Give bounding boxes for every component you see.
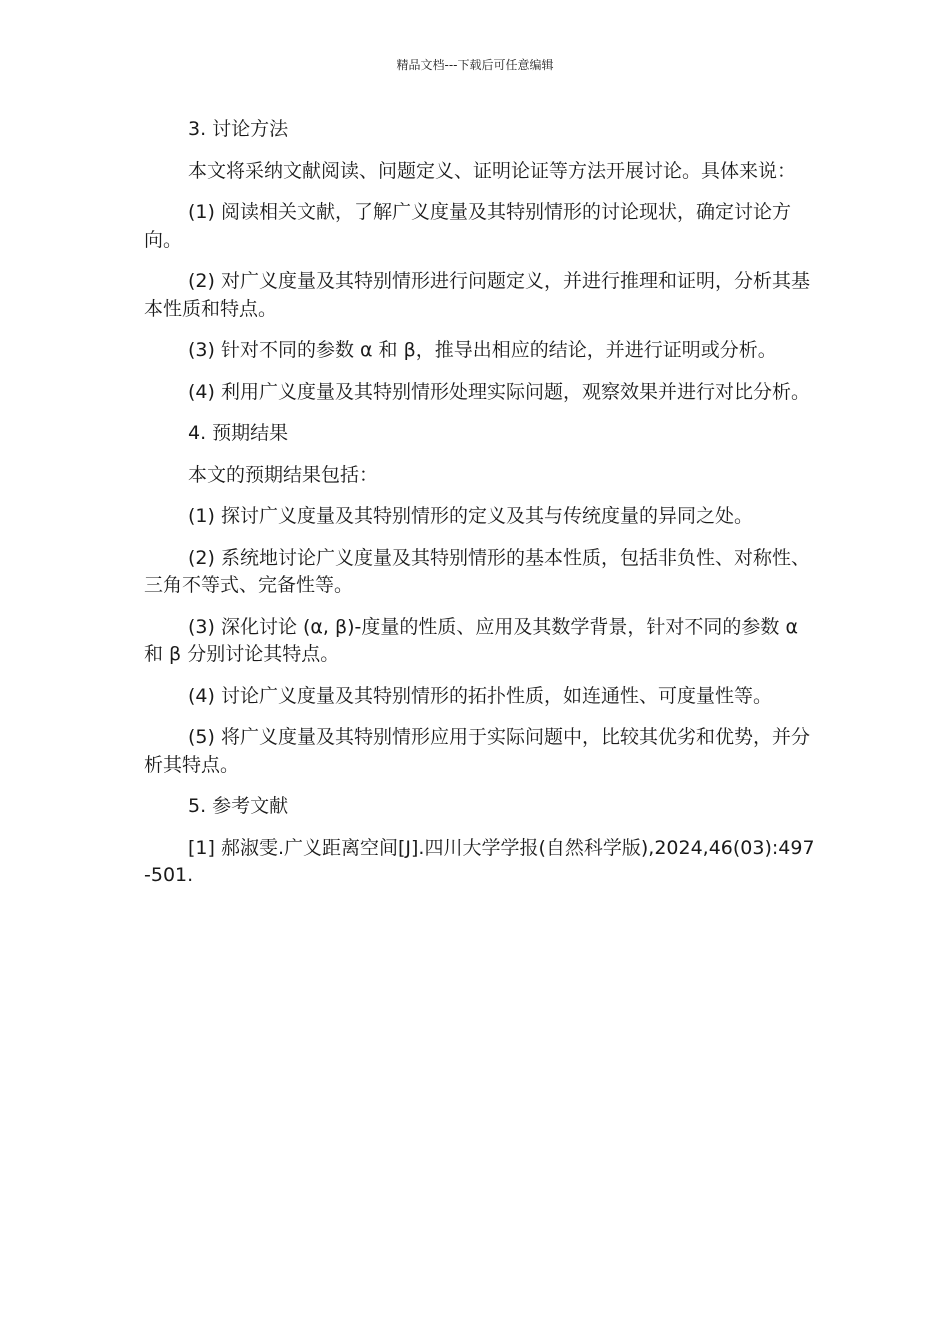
reference-item: [1] 郝淑雯.广义距离空间[J].四川大学学报(自然科学版),2024,46(03):497-501. <box>144 836 815 886</box>
list-item: (1) 阅读相关文献，了解广义度量及其特别情形的讨论现状，确定讨论方向。 <box>144 201 791 251</box>
list-item: (3) 深化讨论 (α, β)-度量的性质、应用及其数学背景，针对不同的参数 α 和 β 分别讨论其特点。 <box>144 615 798 665</box>
list-item: (2) 对广义度量及其特别情形进行问题定义，并进行推理和证明，分析其基本性质和特点。 <box>144 270 810 320</box>
paragraph: 本文将采纳文献阅读、问题定义、证明论证等方法开展讨论。具体来说： <box>188 159 797 182</box>
list-item: (3) 针对不同的参数 α 和 β，推导出相应的结论，并进行证明或分析。 <box>188 339 777 361</box>
list-item: (4) 利用广义度量及其特别情形处理实际问题，观察效果并进行对比分析。 <box>188 380 810 403</box>
section-heading-references: 5. 参考文献 <box>188 795 289 817</box>
list-item: (2) 系统地讨论广义度量及其特别情形的基本性质，包括非负性、对称性、三角不等式、完备性等。 <box>144 546 810 596</box>
paragraph: 本文的预期结果包括： <box>188 463 379 486</box>
document-body <box>144 116 816 904</box>
section-heading-methods: 3. 讨论方法 <box>188 118 289 140</box>
section-heading-expected-results: 4. 预期结果 <box>188 422 289 444</box>
page-header: 精品文档---下载后可任意编辑 <box>396 58 554 72</box>
list-item: (5) 将广义度量及其特别情形应用于实际问题中，比较其优劣和优势，并分析其特点。 <box>144 726 810 776</box>
list-item: (4) 讨论广义度量及其特别情形的拓扑性质，如连通性、可度量性等。 <box>188 684 772 707</box>
list-item: (1) 探讨广义度量及其特别情形的定义及其与传统度量的异同之处。 <box>188 505 753 527</box>
